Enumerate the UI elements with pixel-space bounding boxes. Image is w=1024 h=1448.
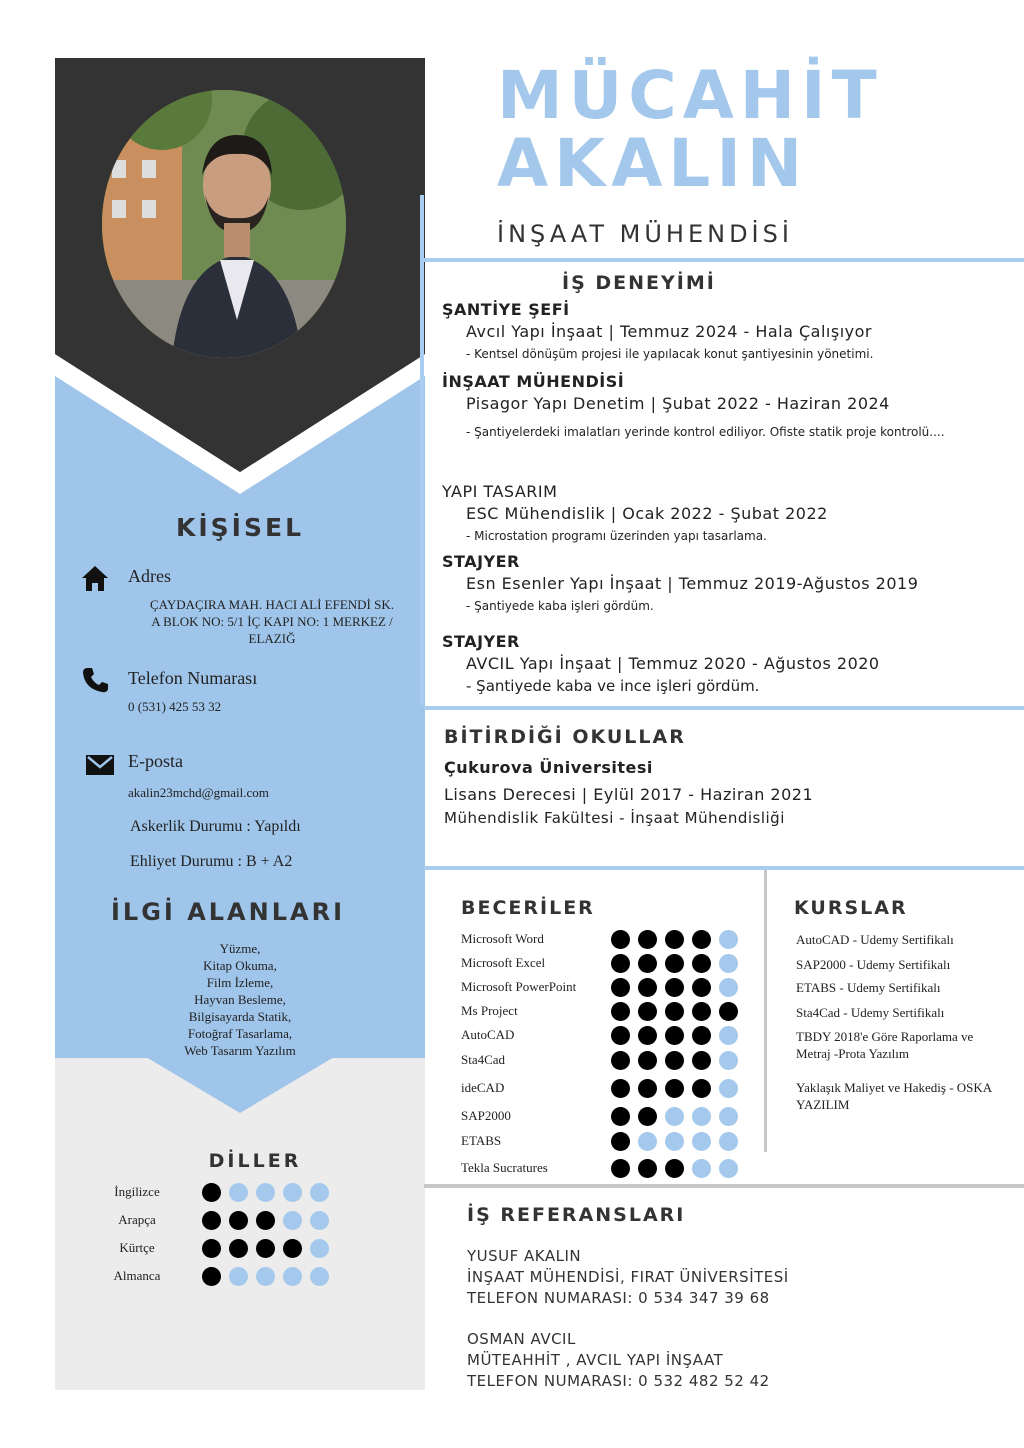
reference-item bbox=[467, 1329, 770, 1392]
faculty: Mühendislik Fakültesi - İnşaat Mühendisliği bbox=[444, 809, 785, 827]
experience-item bbox=[442, 632, 982, 695]
rating-dot-filled bbox=[611, 1051, 630, 1070]
rating-dot-filled bbox=[283, 1239, 302, 1258]
rating-dot-filled bbox=[665, 1051, 684, 1070]
phone-label: Telefon Numarası bbox=[128, 668, 258, 688]
reference-phone: TELEFON NUMARASI: 0 534 347 39 68 bbox=[467, 1289, 770, 1307]
skill-row bbox=[461, 977, 761, 999]
reference-role: MÜTEAHHİT , AVCIL YAPI İNŞAAT bbox=[467, 1351, 724, 1369]
skill-rating bbox=[611, 978, 746, 1001]
school-name: Çukurova Üniversitesi bbox=[444, 758, 653, 777]
interest-item: Web Tasarım Yazılım bbox=[184, 1043, 296, 1058]
address-line: ÇAYDAÇIRA MAH. HACI ALİ EFENDİ SK. bbox=[149, 597, 394, 612]
interest-item: Hayvan Besleme, bbox=[194, 992, 286, 1007]
rating-dot-empty bbox=[256, 1267, 275, 1286]
experience-company: Avcıl Yapı İnşaat | Temmuz 2024 - Hala Çalışıyor bbox=[466, 322, 872, 341]
divider bbox=[424, 866, 1024, 870]
rating-dot-empty bbox=[692, 1107, 711, 1126]
skill-row bbox=[461, 953, 761, 975]
rating-dot-filled bbox=[611, 1132, 630, 1151]
language-rating bbox=[202, 1211, 337, 1234]
rating-dot-filled bbox=[256, 1239, 275, 1258]
rating-dot-filled bbox=[692, 930, 711, 949]
reference-role: İNŞAAT MÜHENDİSİ, FIRAT ÜNİVERSİTESİ bbox=[467, 1268, 789, 1286]
rating-dot-filled bbox=[638, 1002, 657, 1021]
rating-dot-filled bbox=[202, 1239, 221, 1258]
skill-rating bbox=[611, 1051, 746, 1074]
experience-description: - Şantiyelerdeki imalatları yerinde kontrol ediliyor. Ofiste statik proje kontrolü.... bbox=[466, 425, 945, 439]
interest-item: Film İzleme, bbox=[206, 975, 274, 990]
reference-item bbox=[467, 1246, 789, 1309]
skill-rating bbox=[611, 1002, 746, 1025]
divider bbox=[424, 258, 1024, 262]
skill-rating bbox=[611, 1159, 746, 1182]
phone-icon bbox=[80, 665, 110, 695]
interests-list bbox=[125, 940, 355, 1059]
rating-dot-filled bbox=[692, 978, 711, 997]
language-rating bbox=[202, 1267, 337, 1290]
rating-dot-empty bbox=[719, 1079, 738, 1098]
rating-dot-filled bbox=[692, 1026, 711, 1045]
interest-item: Bilgisayarda Statik, bbox=[188, 1009, 292, 1024]
rating-dot-filled bbox=[202, 1183, 221, 1202]
experience-title: YAPI TASARIM bbox=[442, 482, 558, 501]
course-item: AutoCAD - Udemy Sertifikalı bbox=[796, 932, 954, 947]
rating-dot-empty bbox=[229, 1267, 248, 1286]
rating-dot-empty bbox=[719, 1051, 738, 1070]
education-section-title: BİTİRDİĞİ OKULLAR bbox=[444, 726, 686, 748]
rating-dot-empty bbox=[665, 1107, 684, 1126]
language-rating bbox=[202, 1183, 337, 1206]
skill-name: Microsoft Word bbox=[461, 931, 544, 946]
skill-row bbox=[461, 929, 761, 951]
rating-dot-empty bbox=[719, 954, 738, 973]
skill-rating bbox=[611, 954, 746, 977]
rating-dot-filled bbox=[611, 1159, 630, 1178]
rating-dot-filled bbox=[692, 1051, 711, 1070]
experience-item bbox=[442, 300, 982, 361]
experience-company: Pisagor Yapı Denetim | Şubat 2022 - Haziran 2024 bbox=[466, 394, 890, 413]
rating-dot-filled bbox=[665, 1026, 684, 1045]
skill-rating bbox=[611, 1132, 746, 1155]
experience-description: - Microstation programı üzerinden yapı tasarlama. bbox=[466, 529, 767, 543]
experience-title: STAJYER bbox=[442, 552, 520, 571]
skill-name: Ms Project bbox=[461, 1003, 518, 1018]
phone-value: 0 (531) 425 53 32 bbox=[128, 699, 222, 714]
interest-item: Kitap Okuma, bbox=[203, 958, 277, 973]
skill-name: Microsoft PowerPoint bbox=[461, 979, 577, 994]
divider bbox=[424, 706, 1024, 710]
rating-dot-empty bbox=[229, 1183, 248, 1202]
skill-name: Microsoft Excel bbox=[461, 955, 546, 970]
skill-row bbox=[461, 1050, 761, 1072]
language-row bbox=[110, 1238, 340, 1260]
interest-item: Yüzme, bbox=[219, 941, 261, 956]
mail-icon bbox=[85, 750, 115, 780]
address-label: Adres bbox=[128, 566, 171, 586]
reference-name: YUSUF AKALIN bbox=[467, 1247, 582, 1265]
skill-name: ETABS bbox=[461, 1133, 502, 1148]
experience-item bbox=[442, 482, 982, 543]
rating-dot-filled bbox=[638, 1051, 657, 1070]
military-status: Askerlik Durumu : Yapıldı bbox=[130, 818, 301, 835]
rating-dot-empty bbox=[310, 1211, 329, 1230]
divider bbox=[424, 1184, 1024, 1188]
rating-dot-empty bbox=[310, 1183, 329, 1202]
experience-company: ESC Mühendislik | Ocak 2022 - Şubat 2022 bbox=[466, 504, 828, 523]
address-line: A BLOK NO: 5/1 İÇ KAPI NO: 1 MERKEZ / bbox=[151, 614, 393, 629]
rating-dot-empty bbox=[310, 1239, 329, 1258]
rating-dot-filled bbox=[638, 1026, 657, 1045]
rating-dot-filled bbox=[665, 1079, 684, 1098]
skill-name: AutoCAD bbox=[461, 1027, 515, 1042]
language-row bbox=[110, 1182, 340, 1204]
skill-row bbox=[461, 1001, 761, 1023]
rating-dot-filled bbox=[638, 1107, 657, 1126]
experience-company: AVCIL Yapı İnşaat | Temmuz 2020 - Ağustos 2020 bbox=[466, 654, 880, 673]
rating-dot-filled bbox=[719, 1002, 738, 1021]
language-name: Kürtçe bbox=[119, 1240, 155, 1255]
profile-photo bbox=[102, 90, 346, 358]
address-line: ELAZIĞ bbox=[248, 631, 296, 646]
rating-dot-empty bbox=[719, 1132, 738, 1151]
email-label: E-posta bbox=[128, 751, 183, 771]
rating-dot-filled bbox=[611, 930, 630, 949]
language-row bbox=[110, 1210, 340, 1232]
rating-dot-filled bbox=[665, 1159, 684, 1178]
rating-dot-filled bbox=[638, 1079, 657, 1098]
language-name: Almanca bbox=[113, 1268, 161, 1283]
skill-name: SAP2000 bbox=[461, 1108, 511, 1123]
experience-company: Esn Esenler Yapı İnşaat | Temmuz 2019-Ağustos 2019 bbox=[466, 574, 919, 593]
language-name: İngilizce bbox=[114, 1184, 160, 1199]
course-item: Yaklaşık Maliyet ve Hakediş - OSKA YAZILIM bbox=[796, 1080, 992, 1112]
rating-dot-filled bbox=[229, 1211, 248, 1230]
rating-dot-empty bbox=[719, 978, 738, 997]
rating-dot-filled bbox=[665, 954, 684, 973]
left-column bbox=[55, 58, 425, 1390]
rating-dot-empty bbox=[283, 1211, 302, 1230]
rating-dot-filled bbox=[611, 1079, 630, 1098]
rating-dot-filled bbox=[692, 1002, 711, 1021]
skill-name: Sta4Cad bbox=[461, 1052, 506, 1067]
rating-dot-filled bbox=[611, 954, 630, 973]
reference-phone: TELEFON NUMARASI: 0 532 482 52 42 bbox=[467, 1372, 770, 1390]
experience-item bbox=[442, 552, 982, 613]
last-name: AKALIN bbox=[497, 125, 809, 202]
course-item: SAP2000 - Udemy Sertifikalı bbox=[796, 957, 951, 972]
email-value[interactable]: akalin23mchd@gmail.com bbox=[128, 785, 269, 800]
skill-rating bbox=[611, 1026, 746, 1049]
experience-item bbox=[442, 372, 982, 439]
language-rating bbox=[202, 1239, 337, 1262]
rating-dot-filled bbox=[638, 954, 657, 973]
reference-name: OSMAN AVCIL bbox=[467, 1330, 576, 1348]
rating-dot-filled bbox=[256, 1211, 275, 1230]
rating-dot-filled bbox=[202, 1267, 221, 1286]
skill-rating bbox=[611, 930, 746, 953]
rating-dot-empty bbox=[665, 1132, 684, 1151]
skill-row bbox=[461, 1078, 761, 1100]
rating-dot-filled bbox=[611, 978, 630, 997]
languages-section-title: DİLLER bbox=[208, 1150, 302, 1172]
rating-dot-empty bbox=[283, 1267, 302, 1286]
divider bbox=[420, 195, 424, 705]
rating-dot-filled bbox=[692, 1079, 711, 1098]
skill-rating bbox=[611, 1107, 746, 1130]
skill-name: Tekla Sucratures bbox=[461, 1160, 548, 1175]
rating-dot-empty bbox=[719, 1107, 738, 1126]
rating-dot-filled bbox=[611, 1026, 630, 1045]
experience-title: STAJYER bbox=[442, 632, 520, 651]
rating-dot-filled bbox=[638, 978, 657, 997]
license-status: Ehliyet Durumu : B + A2 bbox=[130, 853, 293, 870]
degree: Lisans Derecesi | Eylül 2017 - Haziran 2021 bbox=[444, 785, 814, 804]
interests-section-title: İLGİ ALANLARI bbox=[110, 898, 345, 926]
skills-section-title: BECERİLER bbox=[461, 897, 595, 919]
rating-dot-empty bbox=[719, 930, 738, 949]
rating-dot-filled bbox=[665, 978, 684, 997]
rating-dot-empty bbox=[638, 1132, 657, 1151]
language-row bbox=[110, 1266, 340, 1288]
home-icon bbox=[80, 563, 110, 593]
first-name: MÜCAHİT bbox=[497, 57, 883, 134]
rating-dot-empty bbox=[719, 1026, 738, 1045]
course-item: ETABS - Udemy Sertifikalı bbox=[796, 980, 941, 995]
name-block bbox=[497, 57, 883, 202]
skill-row bbox=[461, 1025, 761, 1047]
rating-dot-filled bbox=[665, 1002, 684, 1021]
skill-name: ideCAD bbox=[461, 1080, 505, 1095]
references-section-title: İŞ REFERANSLARI bbox=[467, 1204, 686, 1226]
experience-description: - Şantiyede kaba ve ince işleri gördüm. bbox=[466, 677, 760, 695]
divider bbox=[764, 870, 767, 1152]
experience-section-title: İŞ DENEYİMİ bbox=[562, 272, 716, 294]
course-item: TBDY 2018'e Göre Raporlama ve Metraj -Prota Yazılım bbox=[796, 1029, 974, 1061]
rating-dot-filled bbox=[638, 930, 657, 949]
experience-description: - Şantiyede kaba işleri gördüm. bbox=[466, 599, 654, 613]
rating-dot-filled bbox=[665, 930, 684, 949]
address-value bbox=[117, 596, 425, 647]
rating-dot-filled bbox=[611, 1107, 630, 1126]
interest-item: Fotoğraf Tasarlama, bbox=[187, 1026, 293, 1041]
rating-dot-empty bbox=[719, 1159, 738, 1178]
rating-dot-filled bbox=[611, 1002, 630, 1021]
language-name: Arapça bbox=[118, 1212, 156, 1227]
rating-dot-empty bbox=[692, 1159, 711, 1178]
rating-dot-filled bbox=[202, 1211, 221, 1230]
skill-row bbox=[461, 1131, 761, 1153]
rating-dot-filled bbox=[638, 1159, 657, 1178]
courses-list bbox=[796, 931, 1006, 1113]
personal-section-title: KİŞİSEL bbox=[176, 513, 304, 542]
rating-dot-empty bbox=[310, 1267, 329, 1286]
rating-dot-empty bbox=[283, 1183, 302, 1202]
experience-title: ŞANTİYE ŞEFİ bbox=[442, 300, 570, 319]
experience-description: - Kentsel dönüşüm projesi ile yapılacak konut şantiyesinin yönetimi. bbox=[466, 347, 874, 361]
experience-title: İNŞAAT MÜHENDİSİ bbox=[442, 372, 625, 391]
job-title: İNŞAAT MÜHENDİSİ bbox=[497, 220, 793, 248]
rating-dot-empty bbox=[256, 1183, 275, 1202]
rating-dot-filled bbox=[692, 954, 711, 973]
rating-dot-filled bbox=[229, 1239, 248, 1258]
skill-row bbox=[461, 1106, 761, 1128]
skill-row bbox=[461, 1158, 761, 1180]
course-item: Sta4Cad - Udemy Sertifikalı bbox=[796, 1005, 945, 1020]
courses-section-title: KURSLAR bbox=[794, 897, 908, 919]
rating-dot-empty bbox=[692, 1132, 711, 1151]
skill-rating bbox=[611, 1079, 746, 1102]
